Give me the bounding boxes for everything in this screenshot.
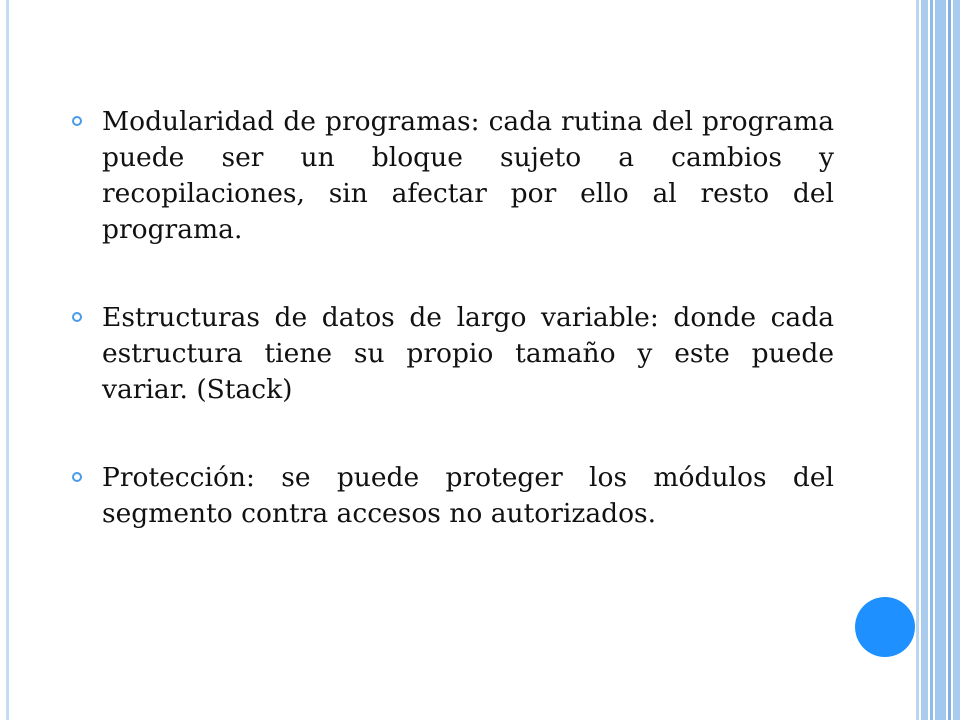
bullet-item [72,104,834,248]
bullet-text: Protección: se puede proteger los módulos del segmento contra accesos no autorizados. [102,462,834,529]
bullet-item [72,460,834,532]
filled-circle-icon [855,597,915,657]
circle-outline-icon [72,312,82,322]
stripe [935,0,946,720]
circle-outline-icon [72,116,82,126]
circle-outline-icon [72,472,82,482]
bullet-text: Estructuras de datos de largo variable: donde cada estructura tiene su propio tamaño y este puede variar. (Stack) [102,302,834,405]
bullet-text: Modularidad de programas: cada rutina del programa puede ser un bloque sujeto a cambios y recopilaciones, sin afectar por ello al resto del programa. [102,106,834,245]
stripe [921,0,928,720]
stripe [930,0,933,720]
bullet-list [72,104,834,532]
stripe [948,0,951,720]
stripe [953,0,960,720]
bullet-item [72,300,834,408]
stripe [916,0,919,720]
right-stripe-decoration [916,0,960,720]
left-border-line [6,0,9,720]
